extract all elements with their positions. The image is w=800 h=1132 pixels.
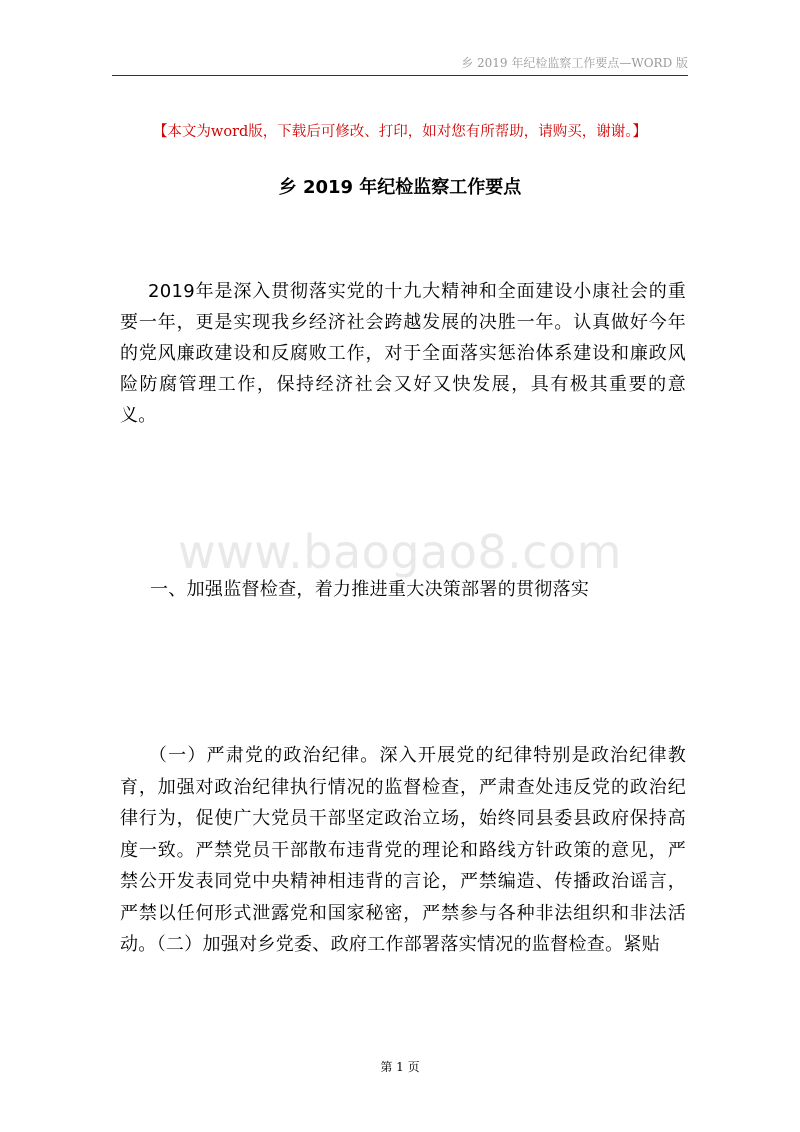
intro-paragraph	[120, 276, 686, 431]
header-rule	[112, 75, 688, 76]
intro-paragraph-text: 2019年是深入贯彻落实党的十九大精神和全面建设小康社会的重要一年，更是实现我乡经济社会跨越发展的决胜一年。认真做好今年的党风廉政建设和反腐败工作，对于全面落实惩治体系建设和廉政风险防腐管理工作，保持经济社会又好又快发展，具有极其重要的意义。	[120, 281, 686, 426]
document-title: 乡 2019 年纪检监察工作要点	[278, 177, 522, 198]
body-paragraph	[120, 740, 686, 961]
watermark: www.baogao8.com	[178, 525, 622, 579]
purchase-notice: 【本文为word版，下载后可修改、打印，如对您有所帮助，请购买，谢谢。】	[152, 124, 648, 140]
body-paragraph-text: （一）严肃党的政治纪律。深入开展党的纪律特别是政治纪律教育，加强对政治纪律执行情况的监督检查，严肃查处违反党的政治纪律行为，促使广大党员干部坚定政治立场，始终同县委县政府保持高度一致。严禁党员干部散布违背党的理论和路线方针政策的意见，严禁公开发表同党中央精神相违背的言论，严禁编造、传播政治谣言，严禁以任何形式泄露党和国家秘密，严禁参与各种非法组织和非法活动。（二）加强对乡党委、政府工作部署落实情况的监督检查。紧贴	[120, 745, 686, 955]
section-heading: 一、加强监督检查，着力推进重大决策部署的贯彻落实	[150, 579, 590, 600]
running-header: 乡 2019 年纪检监察工作要点—WORD 版	[461, 56, 688, 70]
page-number: 第 1 页	[380, 1060, 420, 1074]
